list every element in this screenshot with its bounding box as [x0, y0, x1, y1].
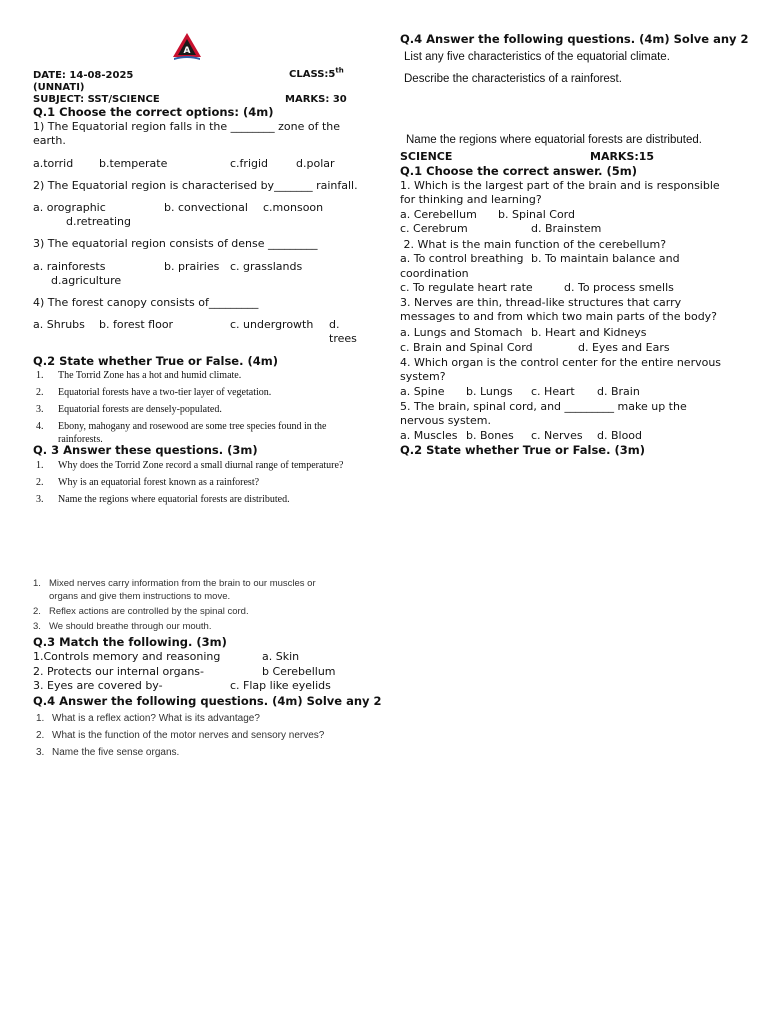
science-q1-question: 4. Which organ is the control center for the entire nervous system? [400, 356, 722, 383]
science-q2-title: Q.2 State whether True or False. (3m) [400, 443, 645, 457]
option: b. Lungs [466, 385, 513, 398]
science-tf-list [33, 577, 343, 633]
science-heading: SCIENCE [400, 150, 453, 163]
match-left: 1.Controls memory and reasoning [33, 650, 221, 663]
option: b. convectional [164, 201, 248, 214]
list-item: 1. What is a reflex action? What is its advantage? [36, 713, 260, 724]
option: d. To process smells [564, 281, 674, 294]
subject-label: SUBJECT: SST/SCIENCE [33, 94, 160, 105]
match-left: 2. Protects our internal organs- [33, 665, 204, 678]
option: c.frigid [230, 157, 269, 170]
list-item: 3. Name the regions where equatorial forests are distributed. [36, 494, 290, 505]
match-right: b Cerebellum [262, 665, 336, 678]
exam-date: DATE: 14-08-2025 [33, 70, 134, 81]
option: c.monsoon [263, 201, 324, 214]
option: b.temperate [99, 157, 168, 170]
match-left: 3. Eyes are covered by- [33, 679, 163, 692]
sst-q1-question: 2) The Equatorial region is characterised by_______ rainfall. [33, 179, 358, 192]
class-label: CLASS:5th [289, 66, 344, 80]
option: d.retreating [66, 215, 131, 228]
science-q1-title: Q.1 Choose the correct answer. (5m) [400, 164, 638, 178]
option: d. trees [329, 318, 357, 345]
list-item: 4. Ebony, mahogany and rosewood are some tree species found in the rainforests. [36, 421, 327, 445]
option: b. Bones [466, 429, 514, 442]
option: b. Spinal Cord [498, 208, 575, 221]
option: a. Muscles [400, 429, 458, 442]
sst-q4-item: Name the regions where equatorial forests are distributed. [406, 134, 702, 146]
option: a. Lungs and Stomach [400, 326, 523, 339]
option: c. Brain and Spinal Cord [400, 341, 533, 354]
option: c. grasslands [230, 260, 303, 273]
sst-q1-question: 3) The equatorial region consists of dense _________ [33, 237, 318, 250]
svg-text:A: A [183, 46, 191, 56]
science-q1-question: 2. What is the main function of the cerebellum? [400, 238, 667, 251]
science-q1-question: 5. The brain, spinal cord, and _________ make up the nervous system. [400, 400, 687, 427]
option-continued: coordination [400, 267, 469, 280]
option: b. forest floor [99, 318, 174, 331]
option: d.agriculture [51, 274, 122, 287]
list-item: 2. What is the function of the motor nerves and sensory nerves? [36, 730, 325, 741]
option: a. rainforests [33, 260, 106, 273]
sst-q2-list [36, 369, 356, 446]
marks-label: MARKS: 30 [285, 94, 347, 105]
sst-q1-title: Q.1 Choose the correct options: (4m) [33, 105, 274, 119]
option: d. Blood [597, 429, 643, 442]
option: c. To regulate heart rate [400, 281, 533, 294]
option: c. undergrowth [230, 318, 314, 331]
sst-q1-question: 4) The forest canopy consists of_________ [33, 296, 259, 309]
option: a. orographic [33, 201, 106, 214]
option: a.torrid [33, 157, 74, 170]
list-item: 3. We should breathe through our mouth. [33, 621, 212, 632]
list-item: 1. Mixed nerves carry information from the brain to our muscles or organs and give them instructions to move. [33, 578, 316, 602]
list-item: 2. Why is an equatorial forest known as a rainforest? [36, 477, 260, 488]
option: a. Shrubs [33, 318, 85, 331]
sst-q4-item: List any five characteristics of the equatorial climate. [404, 51, 670, 63]
list-item: 2. Reflex actions are controlled by the spinal cord. [33, 606, 249, 617]
science-q3-title: Q.3 Match the following. (3m) [33, 635, 227, 649]
match-right: a. Skin [262, 650, 300, 663]
option: d. Eyes and Ears [578, 341, 670, 354]
sst-q1-question: 1) The Equatorial region falls in the ________ zone of the earth. [33, 120, 341, 147]
sst-q3-list [36, 459, 371, 506]
list-item: 3. Name the five sense organs. [36, 747, 180, 758]
sst-q3-title: Q. 3 Answer these questions. (3m) [33, 443, 258, 457]
option: d.polar [296, 157, 335, 170]
option: d. Brain [597, 385, 640, 398]
option: b. prairies [164, 260, 220, 273]
science-q1-question: 3. Nerves are thin, thread-like structures that carry messages to and from which two main parts of the body? [400, 296, 718, 323]
option: b. Heart and Kidneys [531, 326, 647, 339]
sst-q4-title: Q.4 Answer the following questions. (4m) Solve any 2 [400, 32, 749, 46]
sst-q2-title: Q.2 State whether True or False. (4m) [33, 354, 278, 368]
option: a. To control breathing [400, 252, 524, 265]
match-right: c. Flap like eyelids [230, 679, 331, 692]
list-item: 1. Why does the Torrid Zone record a small diurnal range of temperature? [36, 460, 344, 471]
list-item: 1. The Torrid Zone has a hot and humid climate. [36, 370, 242, 381]
science-q1-question: 1. Which is the largest part of the brain and is responsible for thinking and learning? [400, 179, 720, 206]
list-item: 3. Equatorial forests are densely-populated. [36, 404, 222, 415]
option: d. Brainstem [531, 222, 602, 235]
section-label: (UNNATI) [33, 82, 85, 93]
school-logo-icon [170, 30, 204, 62]
science-q4-list [36, 712, 376, 759]
option: a. Spine [400, 385, 445, 398]
option: c. Nerves [531, 429, 583, 442]
sst-q4-item: Describe the characteristics of a rainforest. [404, 73, 622, 85]
option: b. To maintain balance and [531, 252, 680, 265]
science-q4-title: Q.4 Answer the following questions. (4m) Solve any 2 [33, 694, 382, 708]
option: c. Heart [531, 385, 575, 398]
option: c. Cerebrum [400, 222, 468, 235]
science-marks: MARKS:15 [590, 150, 655, 163]
option: a. Cerebellum [400, 208, 477, 221]
list-item: 2. Equatorial forests have a two-tier layer of vegetation. [36, 387, 272, 398]
